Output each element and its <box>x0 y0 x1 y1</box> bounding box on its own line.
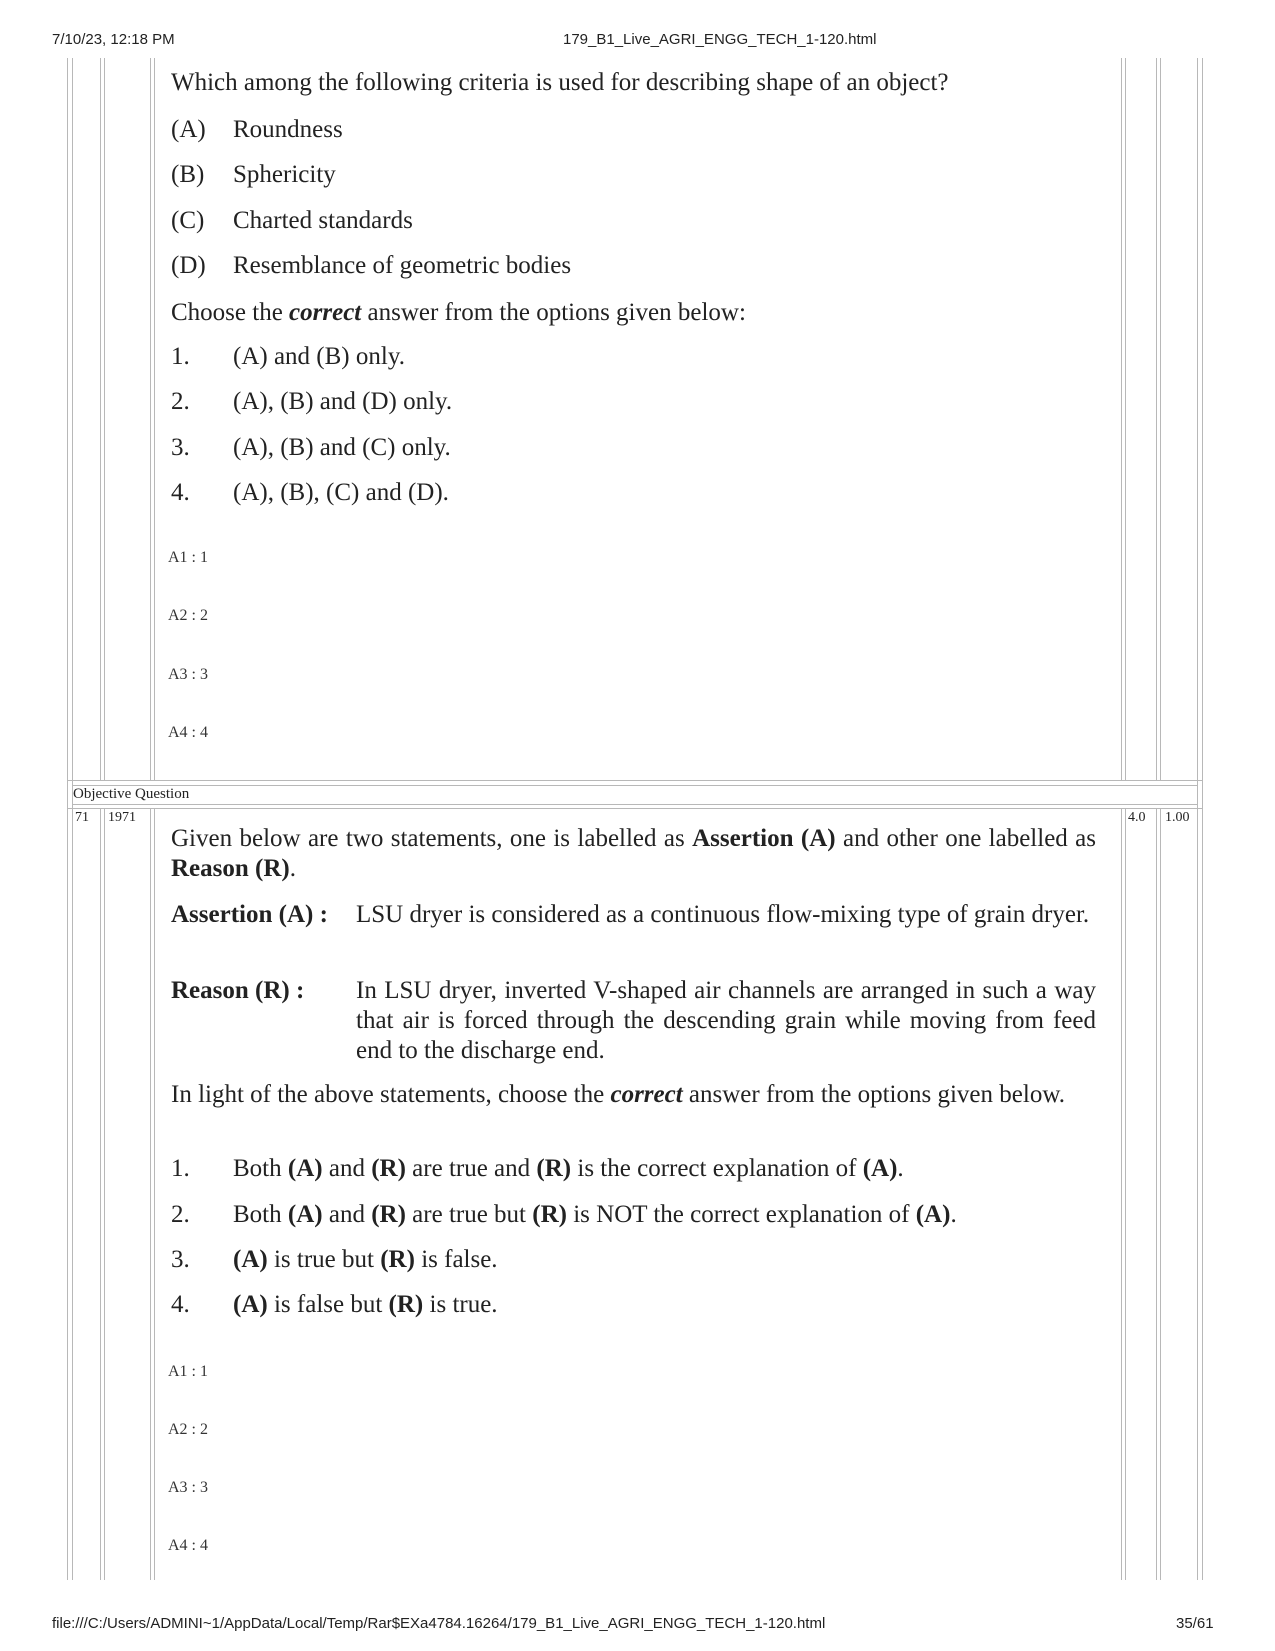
answer-key: A1 : 1 <box>168 549 208 566</box>
criterion-text: Roundness <box>233 116 343 143</box>
option-number: 2. <box>171 1201 190 1228</box>
option-text: (A) is true but (R) is false. <box>233 1246 498 1273</box>
answer-key: A4 : 4 <box>168 1537 208 1554</box>
option-text: Both (A) and (R) are true but (R) is NOT the correct explanation of (A). <box>233 1201 957 1228</box>
reason-text: In LSU dryer, inverted V-shaped air channels are arranged in such a way that air is forced through the descending grain while moving from feed end to the discharge end. <box>356 977 1096 1064</box>
option-number: 3. <box>171 434 190 461</box>
negative-marks: 1.00 <box>1165 810 1190 825</box>
option-text: (A) is false but (R) is true. <box>233 1291 498 1318</box>
print-datetime: 7/10/23, 12:18 PM <box>52 31 175 48</box>
question-stem: Which among the following criteria is used for describing shape of an object? <box>171 69 949 96</box>
file-path: file:///C:/Users/ADMINI~1/AppData/Local/Temp/Rar$EXa4784.16264/179_B1_Live_AGRI_ENGG_TECH_1-120.html <box>52 1615 826 1632</box>
answer-key: A1 : 1 <box>168 1363 208 1380</box>
criterion-text: Sphericity <box>233 161 336 188</box>
light-instruction: In light of the above statements, choose the correct answer from the options given below. <box>171 1081 1065 1108</box>
question-intro: Given below are two statements, one is labelled as Assertion (A) and other one labelled as Reason (R). <box>171 825 1103 882</box>
answer-key: A2 : 2 <box>168 1421 208 1438</box>
question-id: 1971 <box>108 810 136 825</box>
answer-key: A2 : 2 <box>168 607 208 624</box>
option-number: 1. <box>171 1155 190 1182</box>
option-text: (A), (B), (C) and (D). <box>233 479 449 506</box>
criterion-label: (B) <box>171 161 205 188</box>
serial-number: 71 <box>75 810 89 825</box>
document-title: 179_B1_Live_AGRI_ENGG_TECH_1-120.html <box>563 31 877 48</box>
option-number: 4. <box>171 479 190 506</box>
answer-key: A3 : 3 <box>168 1479 208 1496</box>
option-text: Both (A) and (R) are true and (R) is the correct explanation of (A). <box>233 1155 904 1182</box>
reason-label: Reason (R) : <box>171 977 305 1004</box>
criterion-text: Resemblance of geometric bodies <box>233 252 572 279</box>
assertion-label: Assertion (A) : <box>171 901 328 928</box>
answer-key: A4 : 4 <box>168 724 208 741</box>
answer-key: A3 : 3 <box>168 666 208 683</box>
criterion-text: Charted standards <box>233 207 413 234</box>
option-text: (A), (B) and (C) only. <box>233 434 451 461</box>
marks: 4.0 <box>1128 810 1146 825</box>
assertion-text: LSU dryer is considered as a continuous flow-mixing type of grain dryer. <box>356 901 1090 928</box>
option-number: 1. <box>171 343 190 370</box>
option-text: (A), (B) and (D) only. <box>233 388 453 415</box>
criterion-label: (C) <box>171 207 205 234</box>
option-number: 4. <box>171 1291 190 1318</box>
question-type-label: Objective Question <box>73 786 190 802</box>
option-text: (A) and (B) only. <box>233 343 405 370</box>
choose-instruction: Choose the correct answer from the options given below: <box>171 299 746 326</box>
option-number: 2. <box>171 388 190 415</box>
page-number: 35/61 <box>1176 1615 1214 1632</box>
criterion-label: (A) <box>171 116 206 143</box>
option-number: 3. <box>171 1246 190 1273</box>
criterion-label: (D) <box>171 252 206 279</box>
